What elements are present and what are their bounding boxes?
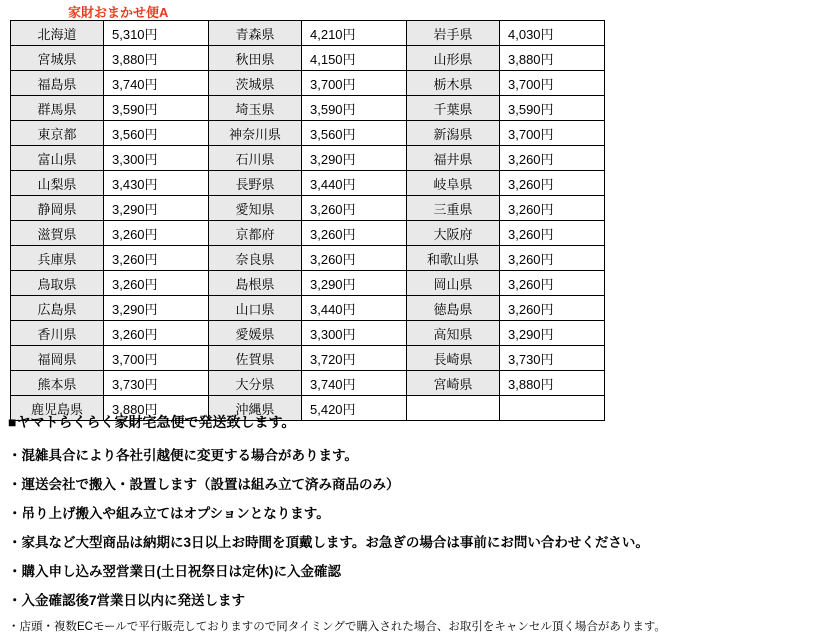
prefecture-cell: 千葉県: [407, 96, 500, 121]
prefecture-cell: 滋賀県: [11, 221, 104, 246]
table-row: [11, 321, 605, 346]
note-line: ・運送会社で搬入・設置します（設置は組み立て済み商品のみ）: [8, 477, 400, 492]
price-cell: 3,560円: [302, 121, 407, 146]
page-title: 家財おまかせ便A: [68, 5, 169, 20]
prefecture-cell: 愛媛県: [209, 321, 302, 346]
prefecture-cell: 徳島県: [407, 296, 500, 321]
price-cell: 3,700円: [302, 71, 407, 96]
price-cell: 3,260円: [500, 221, 605, 246]
prefecture-cell: 山口県: [209, 296, 302, 321]
table-row: [11, 246, 605, 271]
price-cell: 3,300円: [104, 146, 209, 171]
table-body: [11, 21, 605, 421]
price-cell: 3,730円: [500, 346, 605, 371]
prefecture-cell: 福島県: [11, 71, 104, 96]
notes-heading: ■ヤマトらくらく家財宅急便で発送致します。: [8, 414, 296, 430]
prefecture-cell: 埼玉県: [209, 96, 302, 121]
prefecture-cell: 愛知県: [209, 196, 302, 221]
price-cell: 3,700円: [500, 71, 605, 96]
note-line: ・混雑具合により各社引越便に変更する場合があります。: [8, 448, 358, 463]
prefecture-cell: 岐阜県: [407, 171, 500, 196]
price-cell: 3,430円: [104, 171, 209, 196]
price-cell: 3,700円: [500, 121, 605, 146]
prefecture-cell: 島根県: [209, 271, 302, 296]
prefecture-cell: 長野県: [209, 171, 302, 196]
price-cell: 3,440円: [302, 296, 407, 321]
prefecture-cell: 新潟県: [407, 121, 500, 146]
price-cell: 3,260円: [104, 271, 209, 296]
prefecture-cell: 佐賀県: [209, 346, 302, 371]
price-cell: 3,290円: [104, 296, 209, 321]
prefecture-cell: 福岡県: [11, 346, 104, 371]
price-cell: 4,150円: [302, 46, 407, 71]
prefecture-cell: 鹿児島県: [11, 396, 104, 421]
table-row: [11, 221, 605, 246]
price-cell: 3,260円: [500, 196, 605, 221]
note-line: ・入金確認後7営業日以内に発送します: [8, 593, 246, 608]
price-cell: 4,030円: [500, 21, 605, 46]
prefecture-cell: 高知県: [407, 321, 500, 346]
price-cell: 3,720円: [302, 346, 407, 371]
table-row: [11, 21, 605, 46]
prefecture-cell: 群馬県: [11, 96, 104, 121]
price-cell: 3,740円: [302, 371, 407, 396]
price-cell: 3,260円: [500, 246, 605, 271]
prefecture-cell: 沖縄県: [209, 396, 302, 421]
prefecture-cell: 和歌山県: [407, 246, 500, 271]
prefecture-cell: 茨城県: [209, 71, 302, 96]
price-cell: 3,880円: [500, 46, 605, 71]
price-cell: 3,590円: [500, 96, 605, 121]
prefecture-cell: 神奈川県: [209, 121, 302, 146]
price-cell: 3,260円: [500, 171, 605, 196]
table-row: [11, 171, 605, 196]
price-cell: 3,730円: [104, 371, 209, 396]
price-cell: 3,290円: [500, 321, 605, 346]
price-cell: 3,260円: [500, 146, 605, 171]
price-cell: 3,260円: [302, 221, 407, 246]
price-cell: 3,260円: [500, 296, 605, 321]
prefecture-cell: 栃木県: [407, 71, 500, 96]
price-cell: 3,300円: [302, 321, 407, 346]
prefecture-cell: 宮崎県: [407, 371, 500, 396]
table-row: [11, 296, 605, 321]
prefecture-cell: 山梨県: [11, 171, 104, 196]
note-line: ・購入申し込み翌営業日(土日祝祭日は定休)に入金確認: [8, 564, 341, 579]
table-row: [11, 146, 605, 171]
table-row: [11, 271, 605, 296]
prefecture-cell: 東京都: [11, 121, 104, 146]
price-cell: 4,210円: [302, 21, 407, 46]
price-cell: 3,700円: [104, 346, 209, 371]
note-line: ・吊り上げ搬入や組み立てはオプションとなります。: [8, 506, 330, 521]
price-cell: 3,290円: [302, 271, 407, 296]
prefecture-cell: 京都府: [209, 221, 302, 246]
prefecture-cell: 富山県: [11, 146, 104, 171]
price-cell: 3,880円: [104, 46, 209, 71]
shipping-fee-table: [10, 20, 605, 421]
prefecture-cell: 奈良県: [209, 246, 302, 271]
prefecture-cell: 岩手県: [407, 21, 500, 46]
prefecture-cell: 秋田県: [209, 46, 302, 71]
prefecture-cell: 青森県: [209, 21, 302, 46]
prefecture-cell: 北海道: [11, 21, 104, 46]
note-line: ・家具など大型商品は納期に3日以上お時間を頂戴します。お急ぎの場合は事前にお問い合わせください。: [8, 535, 649, 550]
prefecture-cell: 長崎県: [407, 346, 500, 371]
price-cell: 3,880円: [500, 371, 605, 396]
price-cell: 3,260円: [104, 221, 209, 246]
price-cell: 3,560円: [104, 121, 209, 146]
table-row: [11, 46, 605, 71]
prefecture-cell: 岡山県: [407, 271, 500, 296]
price-cell: 3,740円: [104, 71, 209, 96]
prefecture-cell: 宮城県: [11, 46, 104, 71]
table-row: [11, 71, 605, 96]
price-cell: 3,880円: [104, 396, 209, 421]
price-cell: 3,260円: [104, 321, 209, 346]
prefecture-cell: 大阪府: [407, 221, 500, 246]
table-row: [11, 196, 605, 221]
price-cell: 3,590円: [104, 96, 209, 121]
prefecture-cell: 石川県: [209, 146, 302, 171]
note-fine-print: ・店頭・複数ECモールで平行販売しておりますので同タイミングで購入された場合、お取引をキャンセル頂く場合があります。: [8, 621, 666, 633]
prefecture-cell: 大分県: [209, 371, 302, 396]
notes-section: [8, 412, 808, 634]
prefecture-cell: 三重県: [407, 196, 500, 221]
prefecture-cell: 熊本県: [11, 371, 104, 396]
price-cell: 5,420円: [302, 396, 407, 421]
prefecture-cell: 福井県: [407, 146, 500, 171]
price-cell: 5,310円: [104, 21, 209, 46]
price-cell: 3,260円: [302, 196, 407, 221]
price-cell: 3,290円: [302, 146, 407, 171]
prefecture-cell: 山形県: [407, 46, 500, 71]
price-cell: 3,260円: [104, 246, 209, 271]
price-cell: 3,290円: [104, 196, 209, 221]
price-cell: 3,260円: [302, 246, 407, 271]
price-cell: 3,590円: [302, 96, 407, 121]
prefecture-cell: 兵庫県: [11, 246, 104, 271]
prefecture-cell: 静岡県: [11, 196, 104, 221]
table-row: [11, 121, 605, 146]
table-row: [11, 371, 605, 396]
prefecture-cell: 鳥取県: [11, 271, 104, 296]
table-row: [11, 96, 605, 121]
prefecture-cell: 広島県: [11, 296, 104, 321]
price-cell: 3,260円: [500, 271, 605, 296]
table-row: [11, 346, 605, 371]
price-cell: 3,440円: [302, 171, 407, 196]
prefecture-cell: 香川県: [11, 321, 104, 346]
